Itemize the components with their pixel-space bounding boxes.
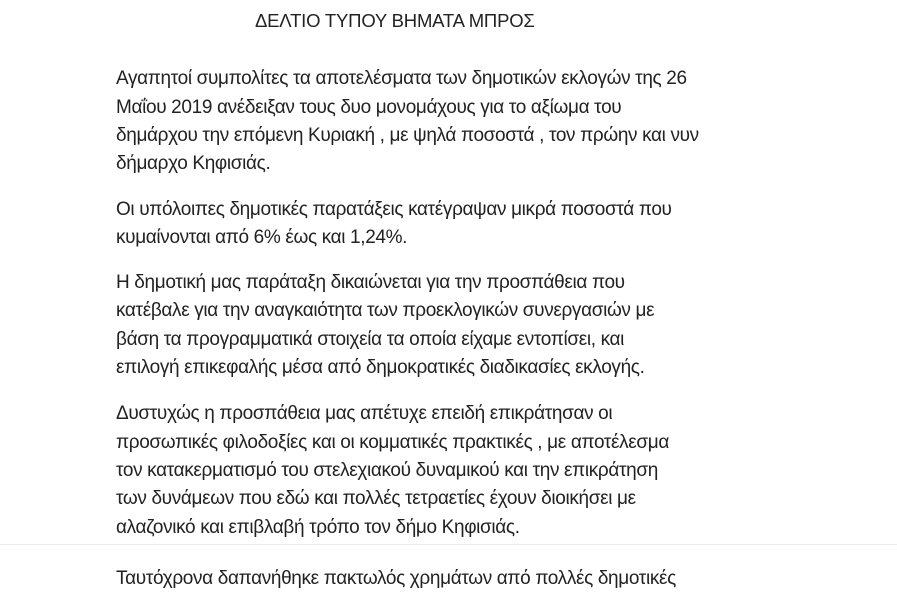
text-line: Δυστυχώς η προσπάθεια μας απέτυχε επειδή επικράτησαν οι	[116, 403, 613, 424]
text-line: αλαζονικό και επιβλαβή τρόπο τον δήμο Κηφισιάς.	[116, 517, 520, 538]
text-line: Οι υπόλοιπες δημοτικές παρατάξεις κατέγραψαν μικρά ποσοστά που	[116, 199, 672, 220]
document-title: ΔΕΛΤΙΟ ΤΥΠΟΥ ΒΗΜΑΤΑ ΜΠΡΟΣ	[255, 10, 535, 31]
text-line: προσωπικές φιλοδοξίες και οι κομματικές πρακτικές , με αποτέλεσμα	[116, 432, 670, 453]
text-line: Μαΐου 2019 ανέδειξαν τους δυο μονομάχους για το αξίωμα του	[116, 97, 622, 118]
text-line: Αγαπητοί συμπολίτες τα αποτελέσματα των δημοτικών εκλογών της 26	[116, 68, 687, 89]
text-line: βάση τα προγραμματικά στοιχεία τα οποία είχαμε εντοπίσει, και	[116, 329, 625, 350]
text-line: δημάρχου την επόμενη Κυριακή , με ψηλά ποσοστά , τον πρώην και νυν	[116, 125, 699, 146]
text-line: των δυνάμεων που εδώ και πολλές τετραετίες έχουν διοικήσει με	[116, 488, 636, 509]
text-line: κατέβαλε για την αναγκαιότητα των προεκλογικών συνεργασιών με	[116, 300, 655, 321]
text-line: δήμαρχο Κηφισιάς.	[116, 153, 271, 174]
text-line: κυμαίνονται από 6% έως και 1,24%.	[116, 227, 408, 248]
scan-artifact-line	[0, 544, 897, 545]
text-line: Ταυτόχρονα δαπανήθηκε πακτωλός χρημάτων από πολλές δημοτικές	[116, 568, 676, 589]
text-line: Η δημοτική μας παράταξη δικαιώνεται για την προσπάθεια που	[116, 272, 625, 293]
text-line: επιλογή επικεφαλής μέσα από δημοκρατικές διαδικασίες εκλογής.	[116, 357, 645, 378]
text-line: τον κατακερματισμό του στελεχιακού δυναμικού και την επικράτηση	[116, 460, 658, 481]
